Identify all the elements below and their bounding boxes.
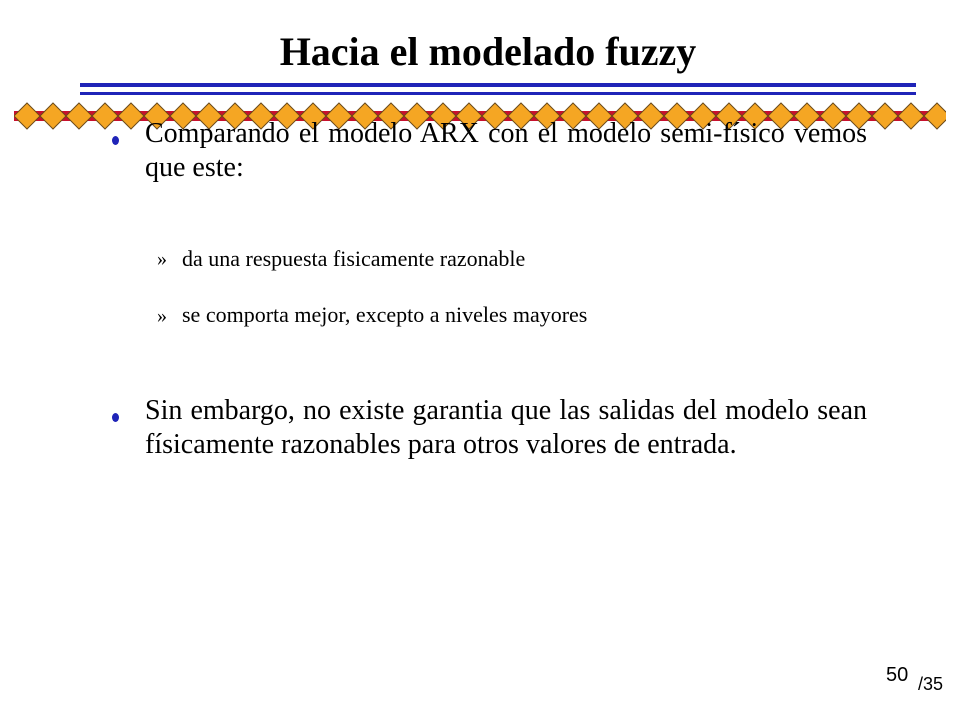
diamond-ornament (898, 103, 924, 129)
bullet-1-text: Comparando el modelo ARX con el modelo semi-físico vemos que este: (145, 118, 867, 183)
diamond-ornament (14, 103, 40, 129)
sub-item-1-text: da una respuesta fisicamente razonable (182, 246, 526, 271)
page-number: 50 (886, 664, 909, 686)
bullet-2-text: Sin embargo, no existe garantia que las salidas del modelo sean físicamente razonables para otros valores de entrada. (145, 395, 867, 460)
diamond-ornament (66, 103, 92, 129)
sub-item-1-marker: » (157, 248, 167, 270)
sub-item-2-text: se comporta mejor, excepto a niveles mayores (182, 302, 588, 327)
diamond-ornament (118, 103, 144, 129)
sub-item-2-marker: » (157, 305, 167, 327)
slide-title: Hacia el modelado fuzzy (279, 29, 697, 74)
title-underline-thin (80, 92, 916, 95)
diamond-ornament (92, 103, 118, 129)
bullet-2-dot (112, 413, 119, 422)
diamond-ornament (40, 103, 66, 129)
bullet-1-dot (112, 136, 119, 145)
diamond-ornament (924, 103, 946, 129)
diamond-ornament (872, 103, 898, 129)
page-total: /35 (918, 674, 944, 694)
title-underline-thick (80, 83, 916, 87)
